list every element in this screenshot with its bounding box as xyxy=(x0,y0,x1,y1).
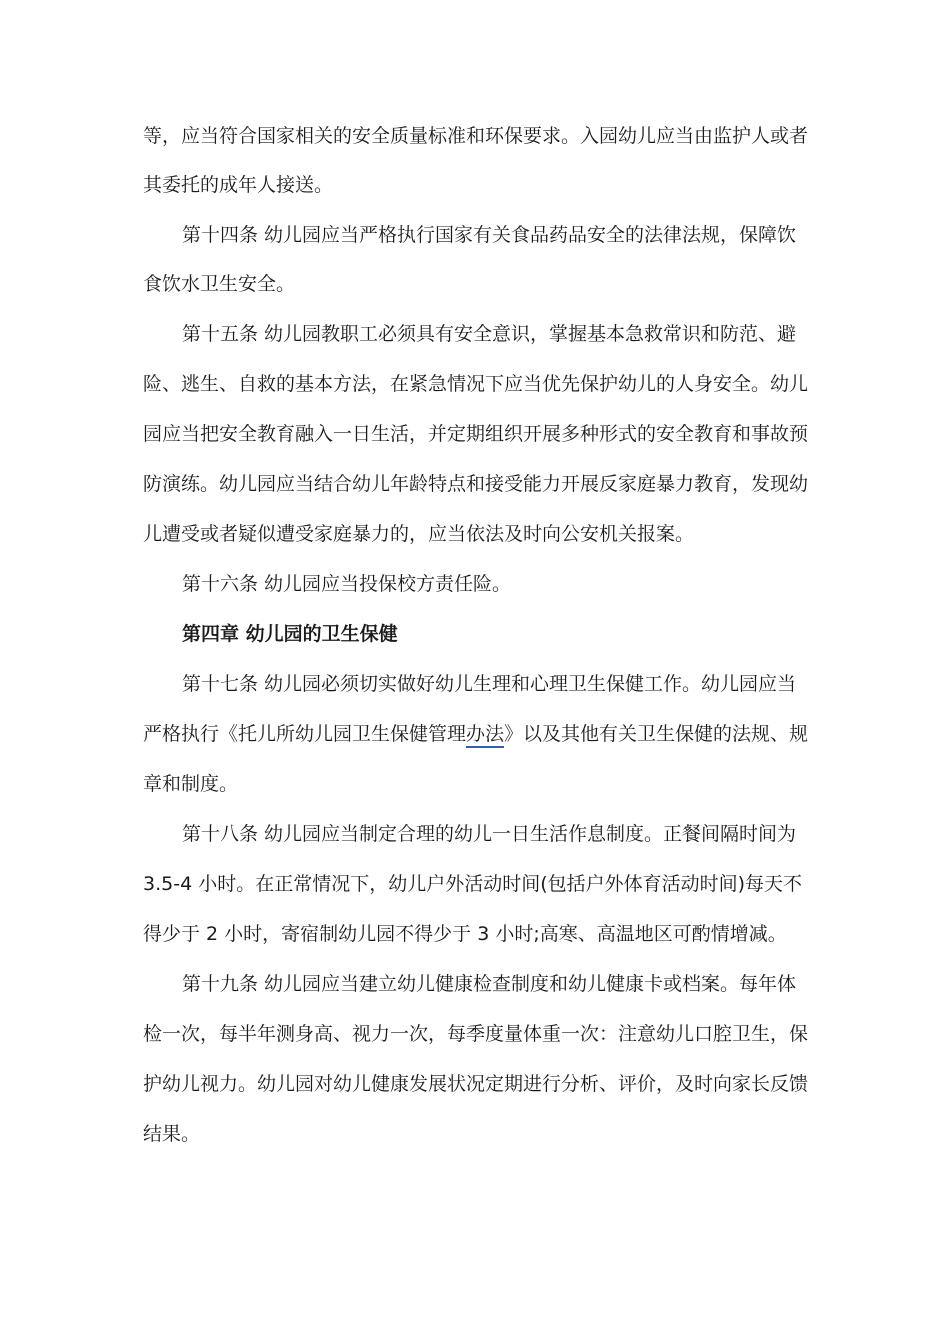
paragraph-line: 园应当把安全教育融入一日生活，并定期组织开展多种形式的安全教育和事故预 xyxy=(143,423,809,445)
paragraph-line-with-underline xyxy=(0,721,950,747)
paragraph-line: 其委托的成年人接送。 xyxy=(143,174,334,196)
paragraph-line: 护幼儿视力。幼儿园对幼儿健康发展状况定期进行分析、评价，及时向家长反馈 xyxy=(143,1073,809,1095)
article-14-line: 第十四条 幼儿园应当严格执行国家有关食品药品安全的法律法规，保障饮 xyxy=(182,224,797,246)
article-19-line: 第十九条 幼儿园应当建立幼儿健康检查制度和幼儿健康卡或档案。每年体 xyxy=(182,973,797,995)
paragraph-line: 食饮水卫生安全。 xyxy=(143,273,296,295)
article-16-line: 第十六条 幼儿园应当投保校方责任险。 xyxy=(182,573,512,595)
line-text-post: 》以及其他有关卫生保健的法规、规 xyxy=(504,723,809,745)
article-15-line: 第十五条 幼儿园教职工必须具有安全意识，掌握基本急救常识和防范、避 xyxy=(182,323,797,345)
paragraph-line: 3.5-4 小时。在正常情况下，幼儿户外活动时间(包括户外体育活动时间)每天不 xyxy=(143,873,803,895)
paragraph-line: 结果。 xyxy=(143,1123,201,1145)
paragraph-line: 得少于 2 小时，寄宿制幼儿园不得少于 3 小时;高寒、高温地区可酌情增减。 xyxy=(143,923,787,945)
underlined-text: 办法 xyxy=(466,723,505,745)
line-text-pre: 严格执行《托儿所幼儿园卫生保健管理 xyxy=(143,723,467,745)
article-17-line: 第十七条 幼儿园必须切实做好幼儿生理和心理卫生保健工作。幼儿园应当 xyxy=(182,673,797,695)
paragraph-line: 险、逃生、自救的基本方法，在紧急情况下应当优先保护幼儿的人身安全。幼儿 xyxy=(143,373,809,395)
paragraph-line: 等，应当符合国家相关的安全质量标准和环保要求。入园幼儿应当由监护人或者 xyxy=(143,125,809,147)
paragraph-line: 检一次，每半年测身高、视力一次，每季度量体重一次：注意幼儿口腔卫生，保 xyxy=(143,1023,809,1045)
paragraph-line: 防演练。幼儿园应当结合幼儿年龄特点和接受能力开展反家庭暴力教育，发现幼 xyxy=(143,473,809,495)
paragraph-line: 儿遭受或者疑似遭受家庭暴力的，应当依法及时向公安机关报案。 xyxy=(143,523,695,545)
chapter-heading: 第四章 幼儿园的卫生保健 xyxy=(182,623,398,645)
paragraph-line: 章和制度。 xyxy=(143,773,239,795)
article-18-line: 第十八条 幼儿园应当制定合理的幼儿一日生活作息制度。正餐间隔时间为 xyxy=(182,823,797,845)
